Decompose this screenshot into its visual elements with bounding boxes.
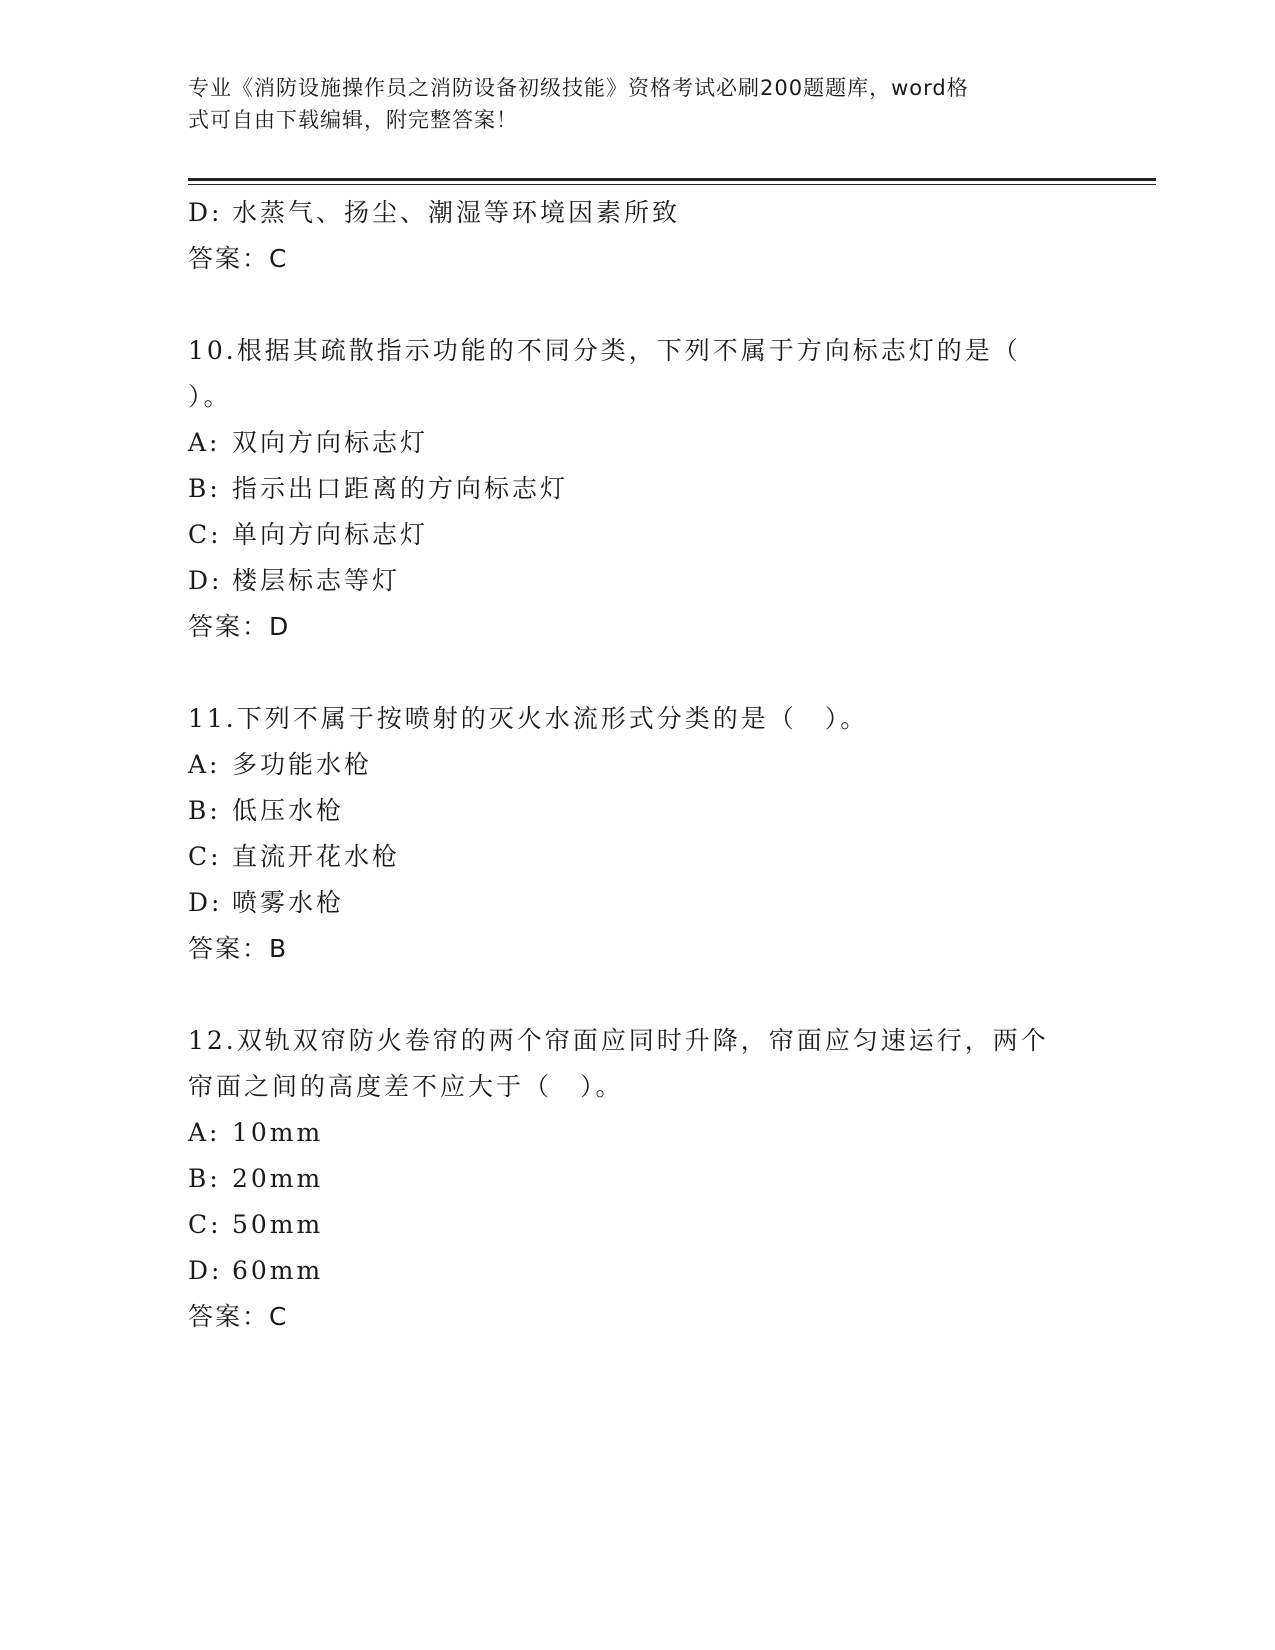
option-d xyxy=(188,558,1108,604)
answer: 答案：B xyxy=(188,934,289,963)
prev-option-d xyxy=(188,190,1108,236)
option-text: 喷雾水枪 xyxy=(232,888,345,917)
option-c xyxy=(188,512,1108,558)
option-text: 多功能水枪 xyxy=(232,750,373,779)
option-label: A: xyxy=(188,750,221,779)
spacer xyxy=(188,650,1108,696)
option-text: 低压水枪 xyxy=(232,796,345,825)
header-divider-thin xyxy=(188,184,1156,185)
option-label: B: xyxy=(188,1164,221,1193)
question-list xyxy=(188,190,1108,1340)
spacer xyxy=(188,972,1108,1018)
option-a xyxy=(188,420,1108,466)
option-label: D: xyxy=(188,1256,223,1285)
question-stem: 12.双轨双帘防火卷帘的两个帘面应同时升降，帘面应匀速运行，两个 xyxy=(188,1026,1049,1055)
question-10 xyxy=(188,328,1108,650)
option-d xyxy=(188,1248,1108,1294)
option-d xyxy=(188,880,1108,926)
option-a xyxy=(188,742,1108,788)
option-text: 10mm xyxy=(232,1118,324,1147)
option-text: 直流开花水枪 xyxy=(232,842,401,871)
option-text: 单向方向标志灯 xyxy=(232,520,429,549)
question-stem: 11.下列不属于按喷射的灭火水流形式分类的是（ ）。 xyxy=(188,704,869,733)
question-12 xyxy=(188,1018,1108,1340)
option-label: B: xyxy=(188,474,221,503)
spacer xyxy=(188,282,1108,328)
option-text: 50mm xyxy=(232,1210,324,1239)
option-label: B: xyxy=(188,796,221,825)
question-stem-cont: 帘面之间的高度差不应大于（ ）。 xyxy=(188,1072,624,1101)
option-label: D: xyxy=(188,198,223,227)
option-text: 指示出口距离的方向标志灯 xyxy=(232,474,569,503)
option-text: 楼层标志等灯 xyxy=(232,566,401,595)
question-stem: 10.根据其疏散指示功能的不同分类，下列不属于方向标志灯的是（ xyxy=(188,336,1021,365)
question-11 xyxy=(188,696,1108,972)
option-text: 60mm xyxy=(232,1256,324,1285)
option-b xyxy=(188,1156,1108,1202)
option-label: C: xyxy=(188,842,222,871)
option-b xyxy=(188,466,1108,512)
option-c xyxy=(188,834,1108,880)
option-text: 水蒸气、扬尘、潮湿等环境因素所致 xyxy=(232,198,681,227)
header-line-2: 式可自由下载编辑，附完整答案！ xyxy=(188,108,518,132)
option-label: A: xyxy=(188,428,221,457)
header-line-1: 专业《消防设施操作员之消防设备初级技能》资格考试必刷200题题库，word格 xyxy=(188,76,969,100)
option-label: C: xyxy=(188,1210,222,1239)
option-c xyxy=(188,1202,1108,1248)
question-stem-cont: ）。 xyxy=(188,382,232,411)
option-b xyxy=(188,788,1108,834)
option-a xyxy=(188,1110,1108,1156)
header-divider-thick xyxy=(188,178,1156,181)
option-text: 20mm xyxy=(232,1164,324,1193)
prev-answer: 答案：C xyxy=(188,244,289,273)
answer: 答案：D xyxy=(188,612,291,641)
answer: 答案：C xyxy=(188,1302,289,1331)
option-label: C: xyxy=(188,520,222,549)
option-label: A: xyxy=(188,1118,221,1147)
option-label: D: xyxy=(188,566,223,595)
option-text: 双向方向标志灯 xyxy=(232,428,429,457)
option-label: D: xyxy=(188,888,223,917)
document-header xyxy=(188,72,1088,136)
